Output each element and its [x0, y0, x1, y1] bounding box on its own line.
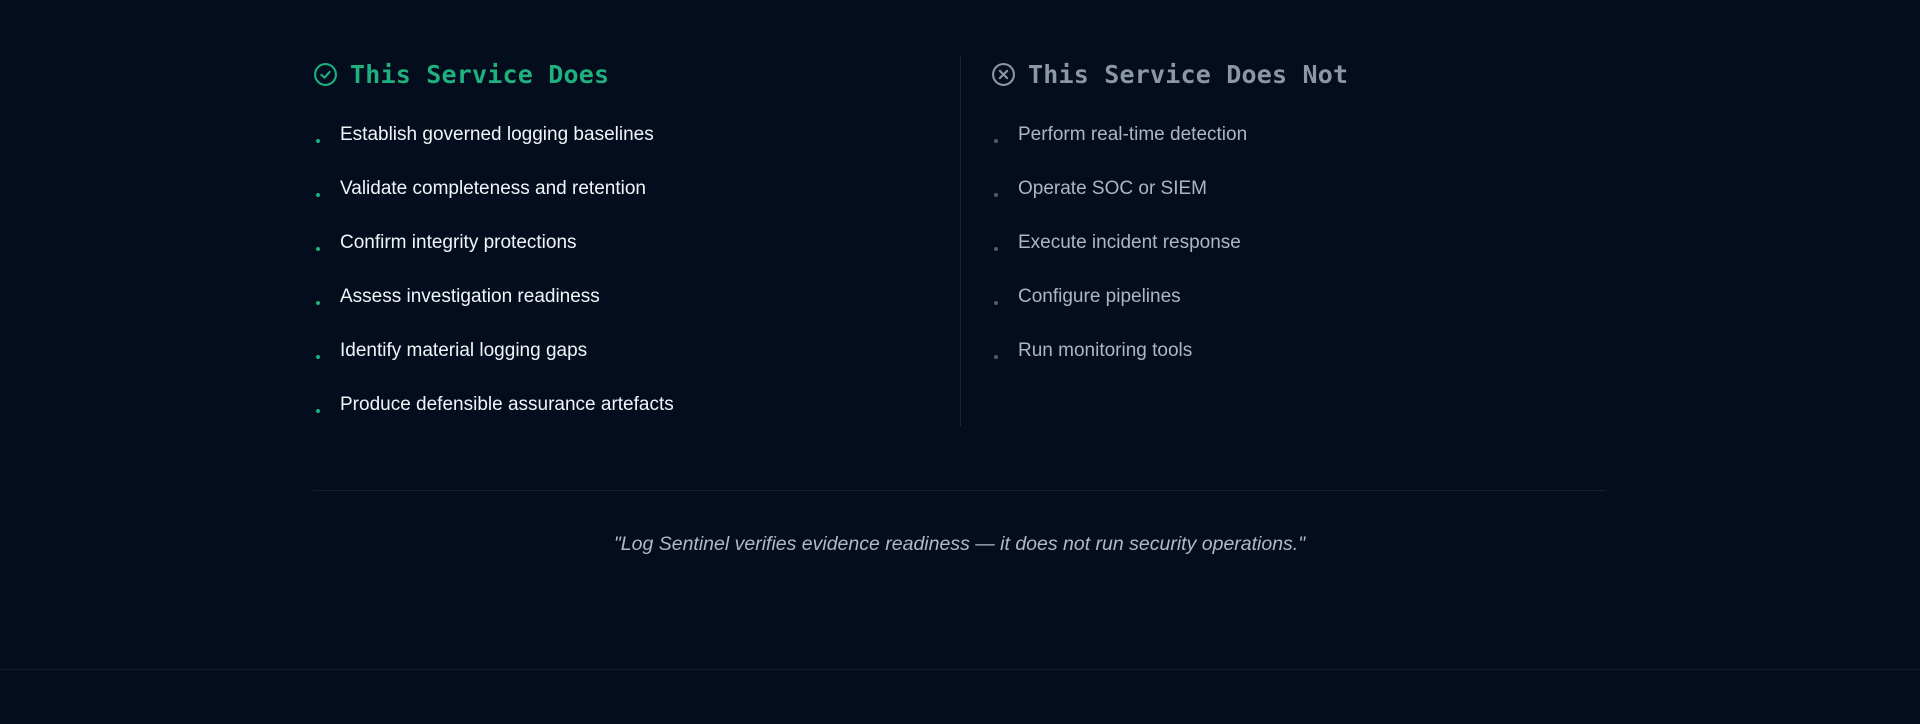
list-item — [313, 284, 674, 338]
list-item — [991, 176, 1247, 230]
list-item-label: Configure pipelines — [1018, 286, 1181, 307]
bullet-dot — [994, 301, 998, 305]
list-item — [313, 392, 674, 446]
list-item-label: Operate SOC or SIEM — [1018, 178, 1208, 199]
list-item — [313, 230, 674, 284]
list-item — [991, 338, 1247, 392]
list-item — [991, 284, 1247, 338]
summary-quote: "Log Sentinel verifies evidence readiness — it does not run security operations." — [613, 533, 1306, 555]
list-item — [313, 122, 674, 176]
bullet-dot — [994, 193, 998, 197]
list-item — [991, 230, 1247, 284]
does-not-heading — [991, 56, 1348, 92]
bullet-dot — [316, 409, 320, 413]
x-circle-icon — [991, 62, 1016, 87]
does-list — [313, 122, 674, 446]
bullet-dot — [316, 301, 320, 305]
list-item-label: Execute incident response — [1018, 232, 1241, 253]
column-divider — [960, 56, 961, 426]
list-item-label: Produce defensible assurance artefacts — [340, 394, 674, 415]
does-column — [313, 56, 960, 426]
bullet-dot — [316, 247, 320, 251]
does-heading — [313, 56, 609, 92]
list-item-label: Perform real-time detection — [1018, 124, 1248, 145]
list-item-label: Validate completeness and retention — [340, 178, 646, 199]
list-item-label: Establish governed logging baselines — [340, 124, 654, 145]
list-item-label: Confirm integrity protections — [340, 232, 577, 253]
bullet-dot — [994, 247, 998, 251]
scope-columns — [313, 56, 1606, 426]
check-circle-icon — [313, 62, 338, 87]
list-item-label: Assess investigation readiness — [340, 286, 600, 307]
section-divider — [313, 490, 1606, 491]
list-item-label: Identify material logging gaps — [340, 340, 588, 361]
bullet-dot — [994, 139, 998, 143]
list-item — [313, 338, 674, 392]
does-not-column — [991, 56, 1606, 426]
footer-divider — [0, 669, 1920, 670]
bullet-dot — [316, 355, 320, 359]
does-not-list — [991, 122, 1247, 392]
bullet-dot — [316, 193, 320, 197]
does-title: This Service Does — [350, 59, 610, 89]
does-not-title: This Service Does Not — [1028, 59, 1349, 89]
bullet-dot — [316, 139, 320, 143]
bullet-dot — [994, 355, 998, 359]
list-item-label: Run monitoring tools — [1018, 340, 1193, 361]
list-item — [313, 176, 674, 230]
list-item — [991, 122, 1247, 176]
